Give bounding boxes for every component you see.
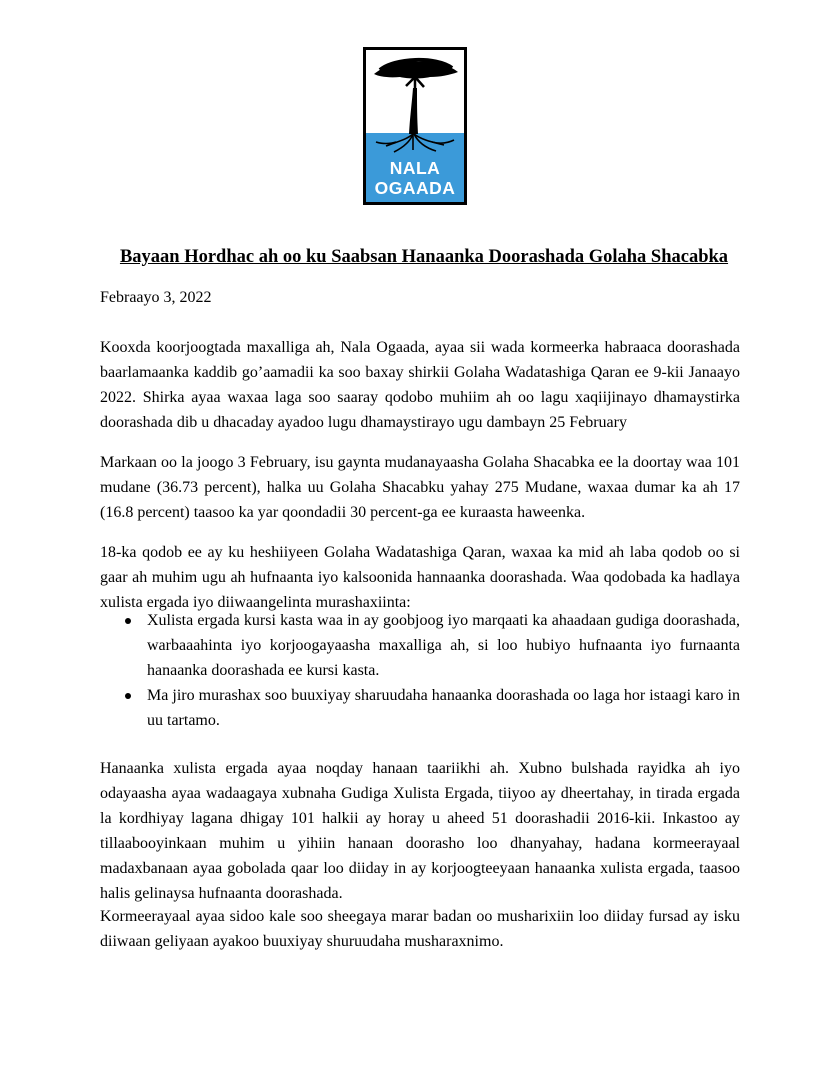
paragraph-3: 18-ka qodob ee ay ku heshiiyeen Golaha Wadatashiga Qaran, waxaa ka mid ah laba qodob oo si gaar ah muhim ugu ah hufnaanta iyo kalsoonida hannaanka doorashada. Waa qodobada ka hadlaya xulista ergada iyo diiwaangelinta murashaxiinta: — [100, 544, 740, 611]
bullet-item — [100, 608, 740, 683]
paragraph-4: Hanaanka xulista ergada ayaa noqday hanaan taariikhi ah. Xubno bulshada rayidka ah iyo odayaasha ayaa wadaagaya xubnaha Gudiga Xulista Ergada, tiiyoo ay dheertahay, in tirada ergada la kordhiyay lagana dhigay 101 halkii ay horay u aheed 51 doorashadii 2016-kii. Inkastoo ay tillaabooyinkaan muhim u yihiin hanaan doorasho loo dhanyahay, hadana kormeerayaal madaxbanaan ayaa gobolada qaar loo diiday in ay korjoogteeyaan hanaanka xulista ergada, taasoo halis gelinaysa hufnaanta doorashada. — [100, 760, 740, 902]
logo-text-ogaada: OGAADA — [374, 178, 456, 198]
logo-text-nala: NALA — [389, 158, 441, 178]
document-title: Bayaan Hordhac ah oo ku Saabsan Hanaanka Doorashada Golaha Shacabka — [119, 247, 729, 267]
bullet-icon — [125, 618, 131, 624]
paragraph-5: Kormeerayaal ayaa sidoo kale soo sheegaya marar badan oo musharixiin loo diiday fursad ay isku diiwaan geliyaan ayakoo buuxiyay shuruudaha musharaxnimo. — [100, 908, 740, 950]
bullet-text: Ma jiro murashax soo buuxiyay sharuudaha hanaanka doorashada oo laga hor istaagi karo in uu tartamo. — [147, 687, 740, 729]
bullet-item — [100, 683, 740, 733]
document-date: Febraayo 3, 2022 — [100, 289, 212, 306]
paragraph-2: Markaan oo la joogo 3 February, isu gaynta mudanayaasha Golaha Shacabka ee la doortay waa 101 mudane (36.73 percent), halka uu Golaha Shacabku yahay 275 Mudane, waxaa dumar ka ah 17 (16.8 percent) taasoo ka yar qoondadii 30 percent-ga ee kuraasta haweenka. — [100, 454, 740, 521]
bullet-list — [100, 608, 740, 733]
nala-ogaada-logo — [363, 47, 467, 205]
bullet-text: Xulista ergada kursi kasta waa in ay goobjoog iyo marqaati ka ahaadaan gudiga doorashada, warbaaahinta iyo korjoogayaasha maxalliga ah, si loo hubiyo hufnaanta iyo furnaanta hanaanka doorashada ee kursi kasta. — [147, 612, 740, 679]
bullet-icon — [125, 693, 131, 699]
paragraph-1: Kooxda koorjoogtada maxalliga ah, Nala Ogaada, ayaa sii wada kormeerka habraaca doorashada baarlamaanka kaddib go’aamadii ka soo baxay shirkii Golaha Wadatashiga Qaran ee 9-kii Janaayo 2022. Shirka ayaa waxaa laga soo saaray qodobo muhiim ah oo lagu xaqiijinayo dhamaystirka doorashada dib u dhacaday ayadoo lugu dhamaystirayo ugu dambayn 25 February — [100, 339, 740, 431]
